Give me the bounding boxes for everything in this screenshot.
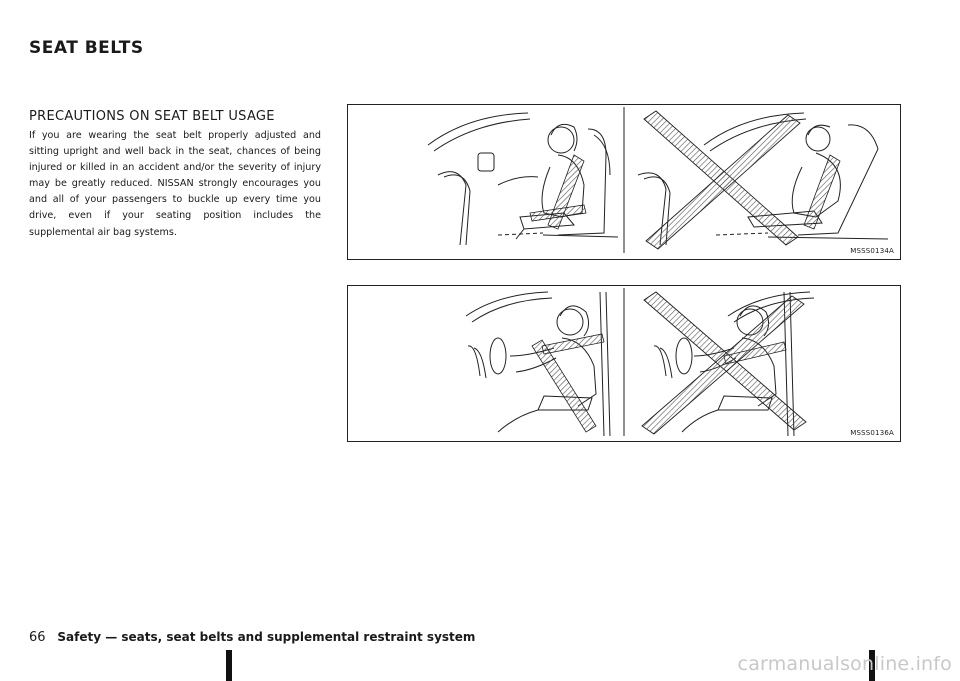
figure-seating-position	[347, 104, 901, 260]
chapter-title: Safety — seats, seat belts and supplemental restraint system	[57, 630, 476, 644]
seat-belt-illustration-1	[348, 105, 900, 259]
figure-code: MSSS0136A	[850, 429, 894, 437]
sub-heading: PRECAUTIONS ON SEAT BELT USAGE	[29, 109, 275, 124]
page-footer	[29, 630, 475, 645]
body-paragraph: If you are wearing the seat belt properly adjusted and sitting upright and well back in the seat, chances of being injured or killed in an accident and/or the severity of injury may be greatly reduced. NISSAN strongly encourages you and all of your passengers to buckle up every time you drive, even if your seating position includes the supplemental air bag systems.	[29, 130, 321, 238]
page-number: 66	[29, 630, 46, 645]
figure-belt-routing	[347, 285, 901, 442]
section-title: SEAT BELTS	[29, 38, 144, 58]
watermark-text: carmanualsonline.info	[737, 653, 952, 675]
figure-code: MSSS0134A	[850, 247, 894, 255]
seat-belt-illustration-2	[348, 286, 900, 441]
left-edge-bar	[226, 650, 232, 681]
